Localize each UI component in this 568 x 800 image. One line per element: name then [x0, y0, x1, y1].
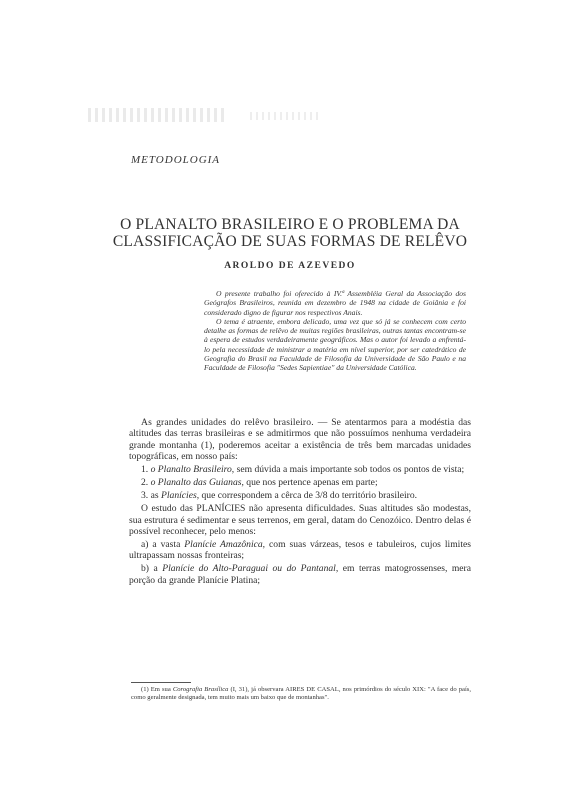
note-paragraph: O presente trabalho foi oferecido à IV.ª Assembléia Geral da Associação dos Geógrafos Brasileiros, reunida em dezembro de 1948 na cidade de Goiânia e foi considerado digno de figurar nos respectivos Anais.: [204, 289, 466, 317]
list-number: 2.: [141, 477, 149, 489]
footnote-rule: [131, 682, 191, 683]
footnote-marker: (1) Em sua: [141, 686, 173, 693]
list-text: b) a: [141, 563, 163, 575]
paragraph-lead: As grandes unidades do relêvo brasileiro.: [141, 417, 314, 428]
list-item: [129, 563, 471, 586]
list-emphasis: o Planalto Brasileiro,: [150, 464, 235, 476]
title-line: CLASSIFICAÇÃO DE SUAS FORMAS DE RELÊVO: [112, 233, 468, 250]
list-text: que nos pertence apenas em parte;: [243, 477, 378, 489]
article-title: [110, 216, 470, 250]
list-number: 1.: [141, 464, 149, 476]
list-text: com suas várzeas, tesos e tabuleiros, cujos limites ultrapassam nossas fronteiras;: [129, 539, 471, 562]
body-paragraph: O estudo das PLANÍCIES não apresenta dificuldades. Suas altitudes são modestas, sua estrutura é sedimentar e seus terrenos, em geral, datam do Cenozóico. Dentro delas é possível reconhecer, pelo menos:: [129, 503, 471, 538]
section-heading: METODOLOGIA: [131, 154, 221, 166]
list-number: 3.: [141, 490, 149, 502]
scan-artifact: [250, 112, 320, 120]
footnote-text: [131, 686, 471, 701]
list-emphasis: Planície do Alto-Paraguai ou do Pantanal,: [162, 563, 339, 575]
list-text: que correspondem a cêrca de 3/8 do território brasileiro.: [199, 490, 418, 502]
article-body: [129, 417, 471, 588]
note-paragraph: O tema é atraente, embora delicado, uma vez que só já se conhecem com certo detalhe as formas de relêvo de muitas regiões brasileiras, outras tantas encontram-se à espera de estudos verdadeiramente geográficos. Mas o autor foi levado a enfrentá-lo pela necessidade de ministrar a matéria em nível superior, por ser catedrático de Geografia do Brasil na Faculdade de Filosofia da Universidade de São Paulo e na Faculdade de Filosofia "Sedes Sapientiae" da Universidade Católica.: [204, 316, 466, 373]
paragraph-text: — Se atentarmos para a modéstia das altitudes das terras brasileiras e se admitirmos que não possuímos nenhuma verdadeira grande montanha (1), poderemos aceitar a existência de três bem marcadas unidades topográficas, em nosso país:: [129, 417, 472, 463]
list-text: sem dúvida a mais importante sob todos os pontos de vista;: [234, 464, 465, 476]
list-item: [129, 490, 471, 501]
list-text: as: [150, 490, 161, 502]
title-line: O PLANALTO BRASILEIRO E O PROBLEMA DA: [120, 216, 460, 233]
list-item: [129, 539, 471, 562]
list-emphasis: o Planalto das Guianas,: [150, 477, 244, 489]
footnote: [131, 686, 471, 701]
author-name: AROLDO DE AZEVEDO: [224, 261, 356, 271]
scan-artifact: [88, 108, 228, 122]
list-item: [129, 464, 471, 475]
footnote-emphasis: Corografia Brasílica: [172, 686, 229, 693]
list-text: a) a vasta: [141, 539, 185, 551]
footnote-body: (I, 31), já observara AIRES DE CASAL, nos primórdios do século XIX: "A face do país, como geralmente designada, tem muito mais um baixo que de montanhas".: [131, 686, 471, 701]
editorial-note: [204, 289, 466, 373]
list-emphasis: Planícies,: [161, 490, 200, 502]
body-paragraph: [129, 417, 471, 463]
list-emphasis: Planície Amazônica,: [184, 539, 266, 551]
list-item: [129, 477, 471, 488]
list-text: em terras matogrossenses, mera porção da grande Planície Platina;: [129, 563, 472, 586]
